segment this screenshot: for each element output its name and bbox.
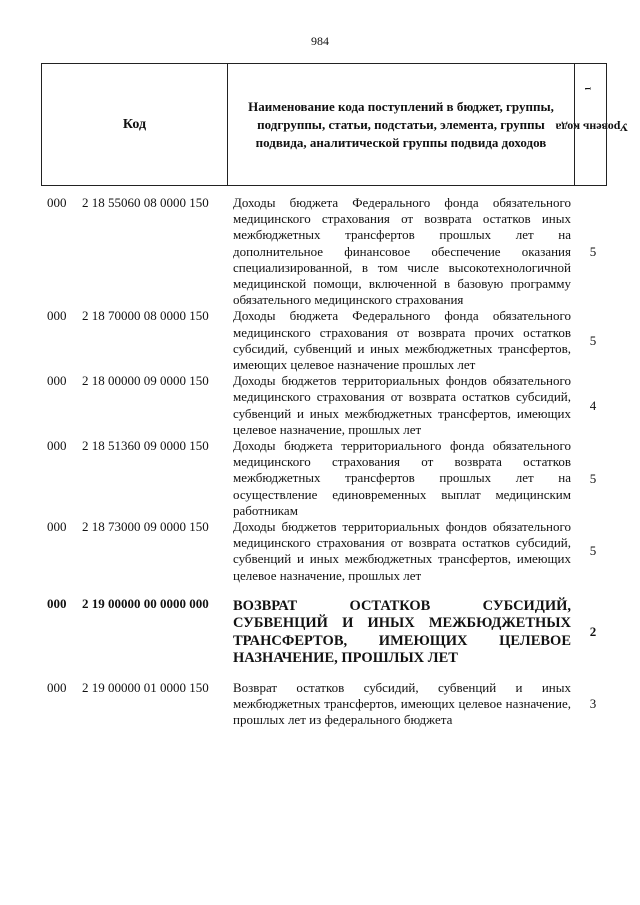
- row-admin-code: 000: [47, 519, 67, 535]
- row-name: Возврат остатков субсидий, субвенций и иных межбюджетных трансфертов, имеющих целевое назначение, прошлых лет из федерального бюджета: [233, 679, 571, 728]
- row-code: 2 18 00000 09 0000 150: [82, 373, 209, 389]
- row-level: 2: [589, 623, 597, 639]
- row-level: 5: [589, 470, 597, 486]
- row-level: 5: [589, 332, 597, 348]
- header-level: [555, 64, 628, 185]
- header-level-label: Уровень кода: [555, 120, 628, 134]
- header-level-text: [555, 86, 628, 163]
- row-name: Доходы бюджетов территориальных фондов обязательного медицинского страхования от возврата остатков субсидий, субвенций и иных межбюджетных трансфертов, имеющих целевое назначение, прошлых лет: [233, 373, 571, 437]
- row-code: 2 19 00000 01 0000 150: [82, 679, 209, 695]
- table-row: [0, 680, 640, 729]
- row-level: 4: [589, 397, 597, 413]
- row-code: 2 18 70000 08 0000 150: [82, 308, 209, 324]
- row-name: ВОЗВРАТ ОСТАТКОВ СУБСИДИЙ, СУБВЕНЦИЙ И ИНЫХ МЕЖБЮДЖЕТНЫХ ТРАНСФЕРТОВ, ИМЕЮЩИХ ЦЕЛЕВОЕ НАЗНАЧЕНИЕ, ПРОШЛЫХ ЛЕТ: [233, 597, 571, 667]
- row-admin-code: 000: [47, 195, 67, 210]
- page-number: 984: [311, 34, 329, 48]
- row-level: 3: [589, 696, 597, 712]
- table-row: [0, 438, 640, 519]
- row-code: 2 19 00000 00 0000 000: [82, 595, 209, 611]
- row-name: Доходы бюджета территориального фонда обязательного медицинского страхования от возврата остатков межбюджетных трансфертов прошлых лет на осуществление единовременных выплат медицинским работникам: [233, 438, 571, 518]
- row-admin-code: 000: [47, 595, 67, 611]
- row-name: Доходы бюджетов территориальных фондов обязательного медицинского страхования от возврата остатков субсидий, субвенций и иных межбюджетных трансфертов, имеющих целевое назначение, прошлых лет: [233, 519, 571, 583]
- table-row: [0, 519, 640, 584]
- row-admin-code: 000: [47, 308, 67, 324]
- row-admin-code: 000: [47, 679, 67, 695]
- row-code: 2 18 73000 09 0000 150: [82, 519, 209, 535]
- row-level: 5: [589, 543, 597, 559]
- header-level-footnote: 1: [583, 86, 592, 91]
- row-name: Доходы бюджета Федерального фонда обязательного медицинского страхования от возврата остатков иных межбюджетных трансфертов прошлых лет на дополнительное финансовое обеспечение оказания специализированной, в том числе высокотехнологичной медицинской помощи, включенной в базовую программу обязательного медицинского страхования: [233, 195, 571, 308]
- row-code: 2 18 51360 09 0000 150: [82, 438, 209, 454]
- header-code: Код: [42, 64, 228, 185]
- table-row: [0, 596, 640, 668]
- header-name: Наименование кода поступлений в бюджет, группы, подгруппы, статьи, подстатьи, элемента, группы подвида, аналитической группы подвида доходов: [228, 64, 575, 185]
- row-admin-code: 000: [47, 438, 67, 454]
- table-header: [41, 63, 628, 186]
- table-row: [0, 308, 640, 373]
- row-level: 5: [589, 243, 597, 259]
- table-body: [0, 195, 640, 728]
- row-admin-code: 000: [47, 373, 67, 389]
- row-name: Доходы бюджета Федерального фонда обязательного медицинского страхования от возврата прочих остатков субсидий, субвенций и иных межбюджетных трансфертов, имеющих целевое назначение прошлых лет: [233, 308, 571, 373]
- row-code: 2 18 55060 08 0000 150: [82, 195, 209, 210]
- table-row: [0, 195, 640, 308]
- table-row: [0, 373, 640, 438]
